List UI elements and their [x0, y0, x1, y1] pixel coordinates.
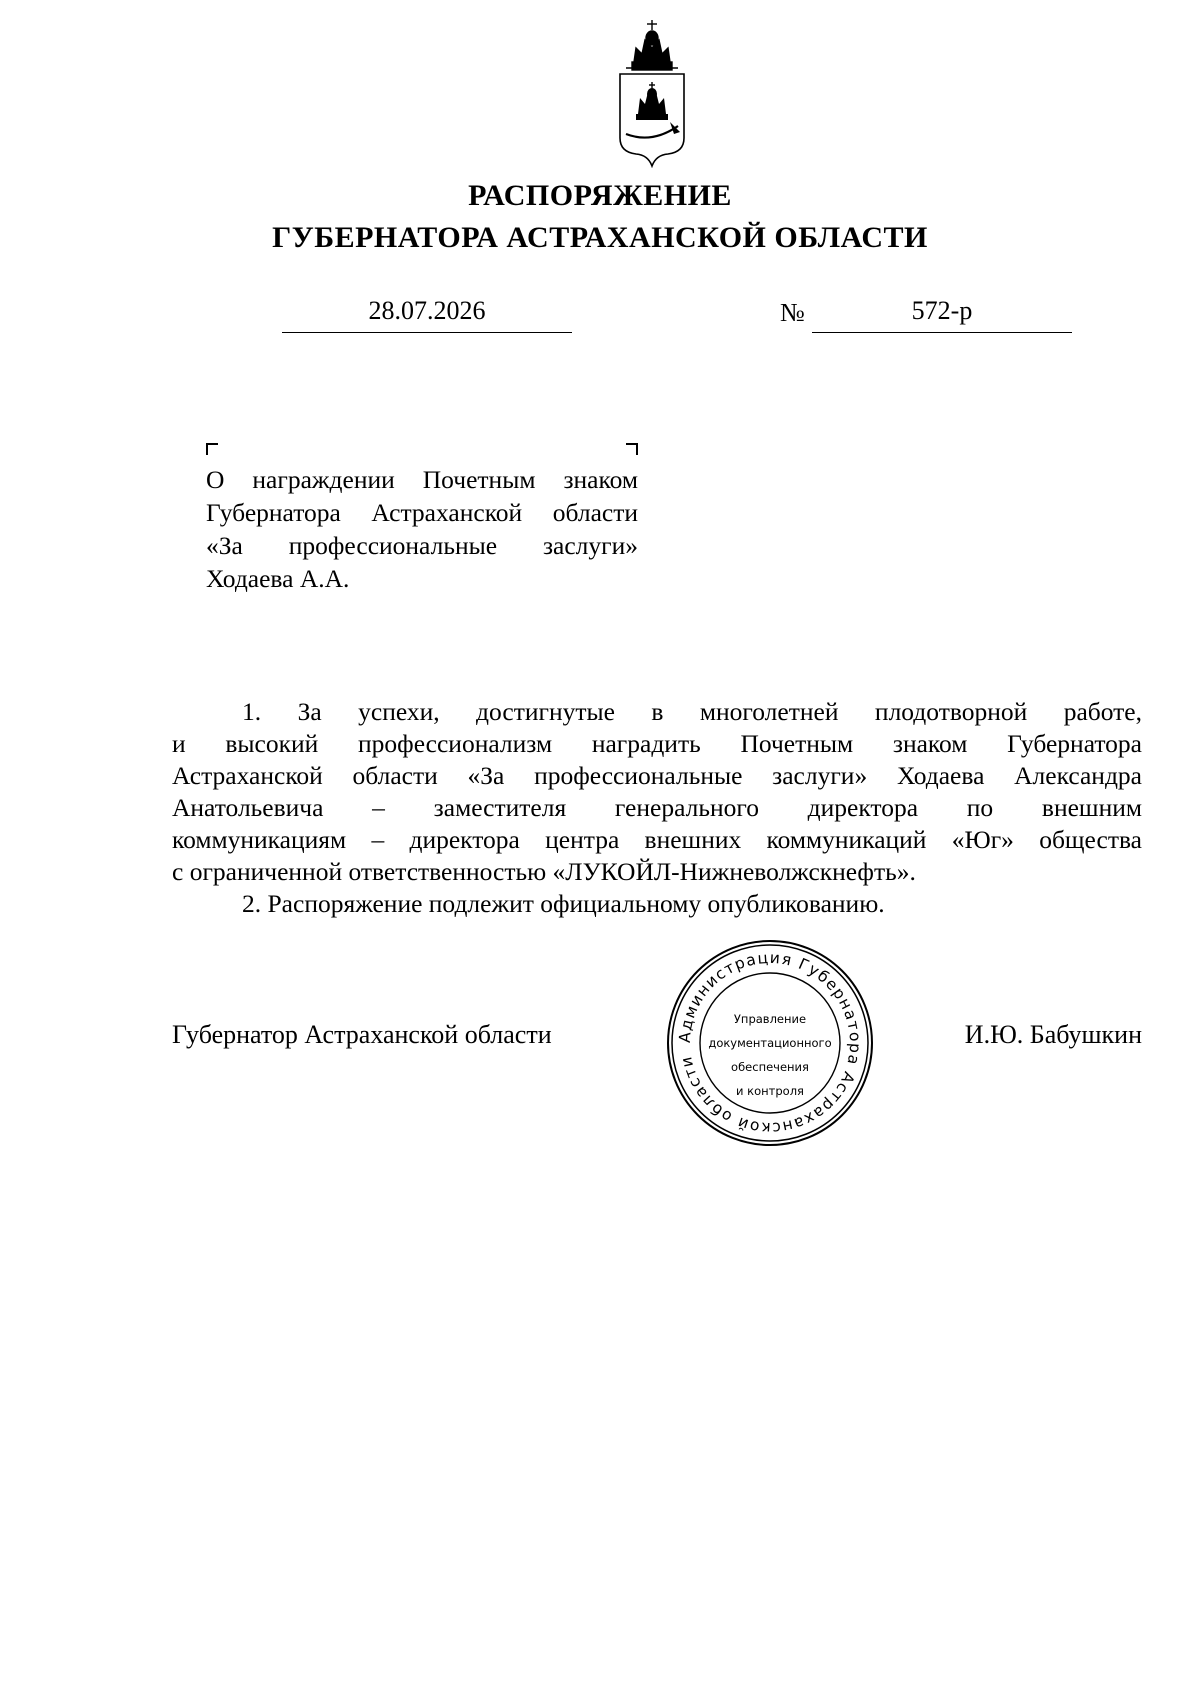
number-sign: № — [780, 298, 805, 327]
signatory-name: И.Ю. Бабушкин — [964, 1020, 1142, 1049]
body-line: Астраханской области «За профессиональные заслуги» Ходаева Александра — [172, 761, 1142, 790]
body-line: 2. Распоряжение подлежит официальному опубликованию. — [242, 889, 885, 918]
stamp-center-line: документационного — [708, 1036, 832, 1050]
subject-line: О награждении Почетным знаком — [206, 465, 638, 494]
document-subject — [206, 463, 638, 595]
subject-line: Ходаева А.А. — [206, 564, 350, 593]
body-line: Анатольевича – заместителя генерального директора по внешним — [172, 793, 1142, 822]
official-stamp — [666, 939, 874, 1147]
stamp-ring-text: Администрация Губернатора Астраханской области — [675, 948, 865, 1138]
subject-line: Губернатора Астраханской области — [206, 498, 638, 527]
subject-line: «За профессиональные заслуги» — [206, 531, 638, 560]
stamp-center-line: Управление — [733, 1012, 807, 1026]
document-date: 28.07.2026 — [368, 296, 486, 325]
stamp-center-line: обеспечения — [731, 1060, 809, 1074]
date-underline — [282, 332, 572, 333]
document-number: 572-р — [911, 296, 973, 325]
body-line: и высокий профессионализм наградить Почетным знаком Губернатора — [172, 729, 1142, 758]
issuer-title: ГУБЕРНАТОРА АСТРАХАНСКОЙ ОБЛАСТИ — [272, 221, 928, 254]
number-underline — [812, 332, 1072, 333]
signatory-position: Губернатор Астраханской области — [172, 1020, 552, 1049]
document-type-title: РАСПОРЯЖЕНИЕ — [468, 179, 732, 212]
document-body — [172, 696, 1142, 920]
stamp-center-line: и контроля — [736, 1084, 804, 1098]
coat-of-arms-icon — [612, 18, 692, 168]
subject-corner-left — [206, 443, 218, 455]
body-line: 1. За успехи, достигнутые в многолетней плодотворной работе, — [242, 697, 1142, 726]
subject-corner-right — [626, 443, 638, 455]
body-line: с ограниченной ответственностью «ЛУКОЙЛ-Нижневолжскнефть». — [172, 857, 916, 886]
body-line: коммуникациям – директора центра внешних коммуникаций «Юг» общества — [172, 825, 1142, 854]
